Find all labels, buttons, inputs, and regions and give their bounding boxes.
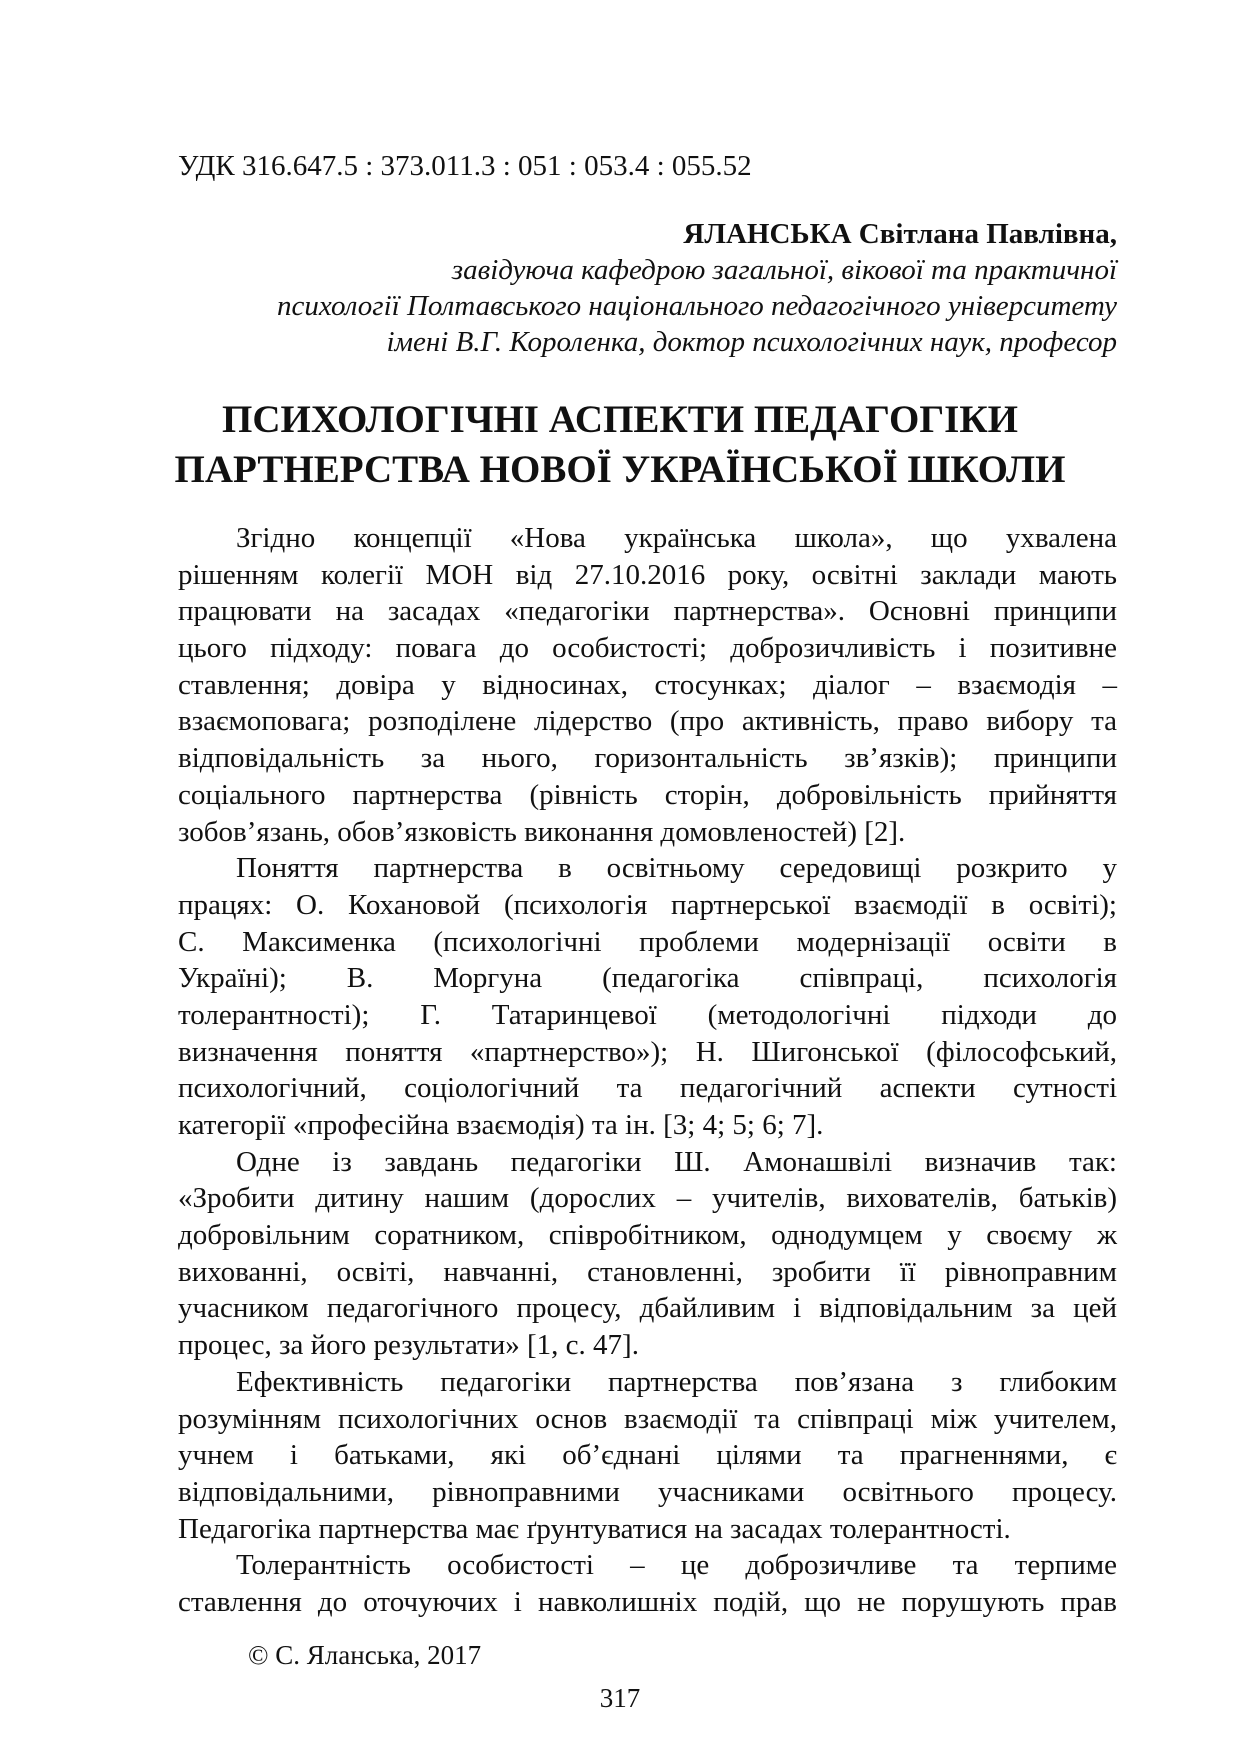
text-line: зобов’язань, обов’язковість виконання домовленостей) [2]. [178,815,906,848]
text-line: Поняття партнерства в освітньому середовищі розкрито у [236,852,1117,885]
paragraph [178,1144,1117,1364]
title-line: ПАРТНЕРСТВА НОВОЇ УКРАЇНСЬКОЇ ШКОЛИ [174,448,1066,491]
paragraph [178,520,1117,850]
author-name: ЯЛАНСЬКА Світлана Павлівна, [683,218,1117,250]
text-line: С. Максименка (психологічні проблеми модернізації освіти в [178,925,1117,958]
text-line: визначення поняття «партнерство»); Н. Шигонської (філософський, [178,1035,1117,1068]
text-line: відповідальними, рівноправними учасниками освітнього процесу. [178,1475,1117,1508]
text-line: процес, за його результати» [1, с. 47]. [178,1329,639,1362]
paragraph [178,1364,1117,1547]
text-line: Ефективність педагогіки партнерства пов’язана з глибоким [236,1365,1117,1398]
page-number: 317 [599,1683,641,1713]
text-line: ставлення до оточуючих і навколишніх подій, що не порушують прав [178,1585,1117,1618]
text-line: Толерантність особистості – це доброзичливе та терпиме [236,1549,1117,1582]
title-line: ПСИХОЛОГІЧНІ АСПЕКТИ ПЕДАГОГІКИ [222,398,1018,441]
text-line: Україні); В. Моргуна (педагогіка співпраці, психологія [178,962,1117,995]
author-block [277,216,1117,360]
text-line: працях: О. Кохановой (психологія партнерської взаємодії в освіті); [178,888,1117,921]
text-line: психологічний, соціологічний та педагогічний аспекти сутності [178,1072,1117,1105]
text-line: рішенням колегії МОН від 27.10.2016 року, освітні заклади мають [178,558,1117,591]
paragraph [178,1547,1117,1620]
text-line: працювати на засадах «педагогіки партнерства». Основні принципи [178,595,1117,628]
text-line: Одне із завдань педагогіки Ш. Амонашвілі визначив так: [236,1145,1117,1178]
text-line: взаємоповага; розподілене лідерство (про активність, право вибору та [178,705,1117,738]
text-line: учасником педагогічного процесу, дбайливим і відповідальним за цей [178,1292,1117,1325]
text-line: добровільним соратником, співробітником, однодумцем у своєму ж [178,1219,1117,1252]
text-line: ставлення; довіра у відносинах, стосунках; діалог – взаємодія – [178,668,1117,701]
text-line: Педагогіка партнерства має ґрунтуватися на засадах толерантності. [178,1512,1011,1545]
udc-code: УДК 316.647.5 : 373.011.3 : 051 : 053.4 : 055.52 [178,150,752,182]
text-line: соціального партнерства (рівність сторін, добровільність прийняття [178,778,1117,811]
article-body [178,520,1117,1621]
paragraph [178,850,1117,1144]
text-line: учнем і батьками, які об’єднані цілями та прагненнями, є [178,1439,1117,1472]
text-line: толерантності); Г. Татаринцевої (методологічні підходи до [178,998,1117,1031]
author-affiliation-line: імені В.Г. Короленка, доктор психологічних наук, професор [386,326,1117,358]
text-line: відповідальність за нього, горизонтальність зв’язків); принципи [178,742,1117,775]
text-line: розумінням психологічних основ взаємодії та співпраці між учителем, [178,1402,1117,1435]
copyright-notice: © С. Яланська, 2017 [248,1640,482,1670]
author-affiliation-line: психології Полтавського національного педагогічного університету [276,290,1117,322]
article-title [0,395,1240,495]
text-line: цього підходу: повага до особистості; доброзичливість і позитивне [178,632,1117,665]
text-line: Згідно концепції «Нова українська школа», що ухвалена [236,522,1117,554]
author-affiliation-line: завідуюча кафедрою загальної, вікової та практичної [451,254,1117,286]
text-line: категорії «професійна взаємодія) та ін. [3; 4; 5; 6; 7]. [178,1109,824,1141]
text-line: «Зробити дитину нашим (дорослих – учителів, вихователів, батьків) [178,1182,1117,1215]
text-line: вихованні, освіті, навчанні, становленні, зробити її рівноправним [178,1255,1117,1288]
